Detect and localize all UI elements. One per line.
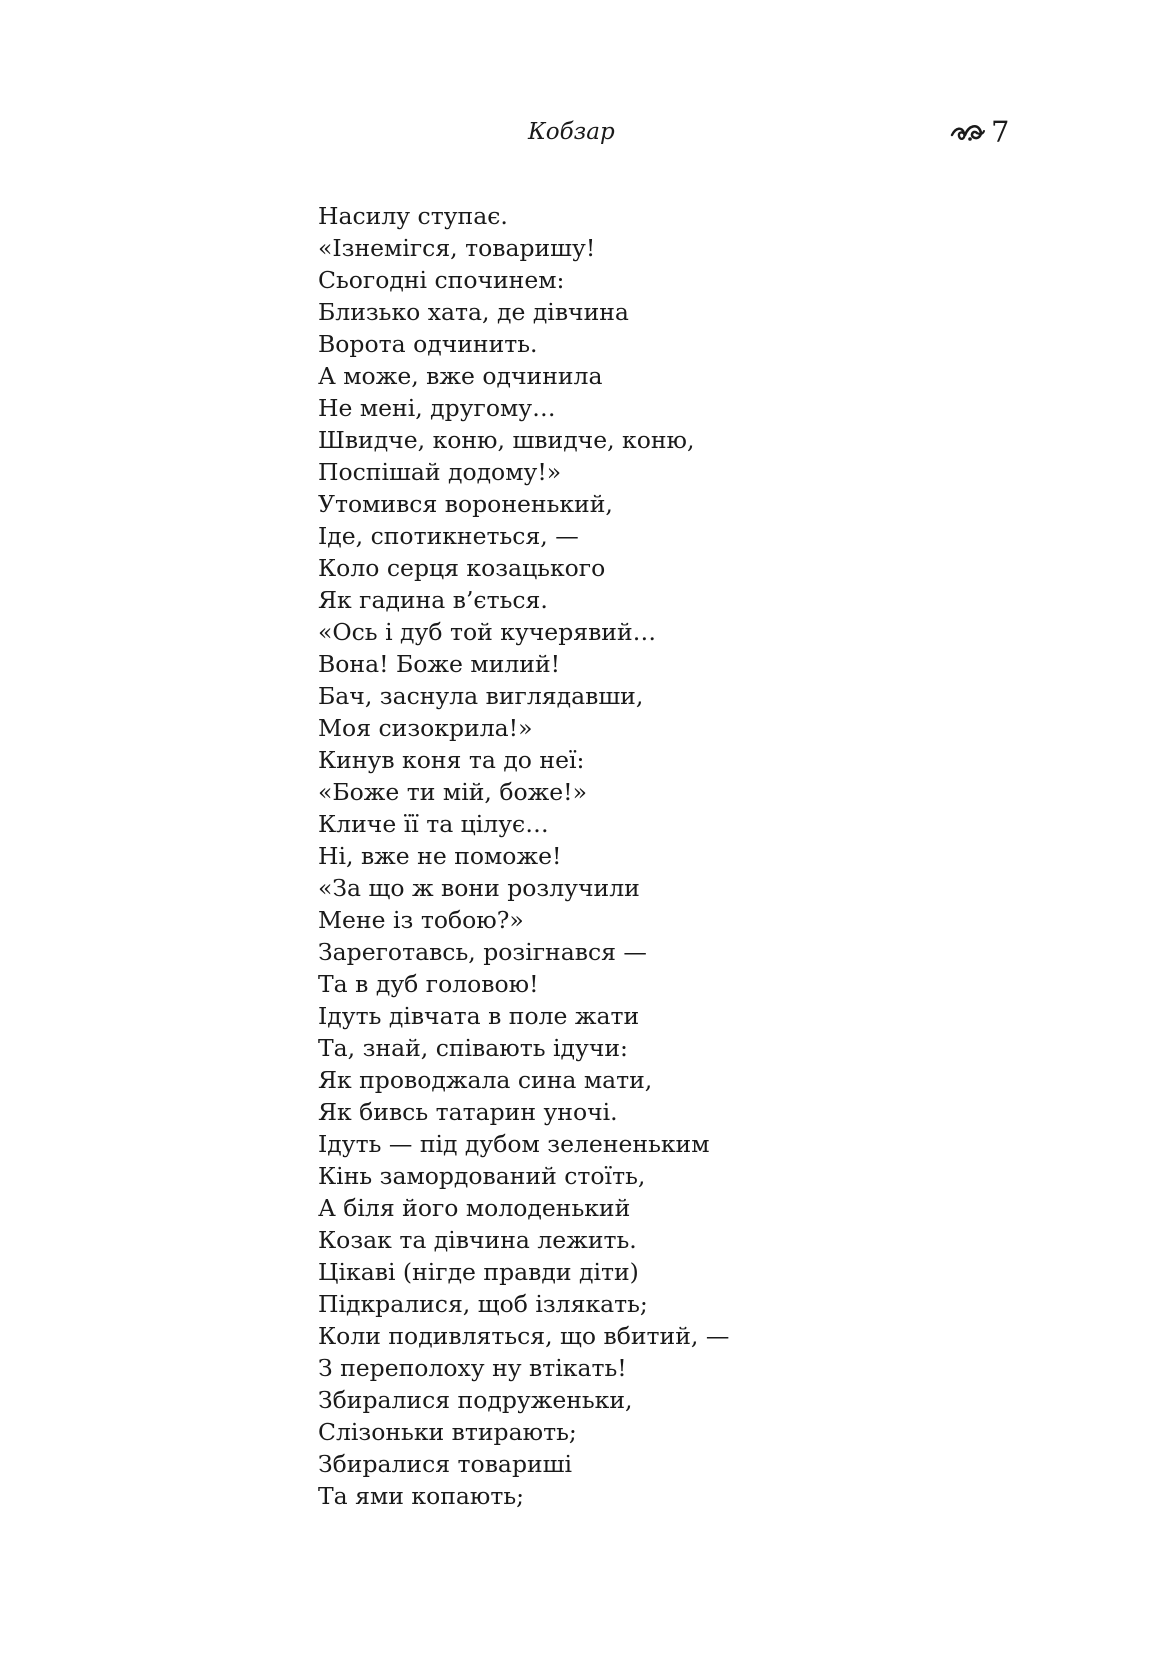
poem-line: Швидче, коню, швидче, коню,: [318, 426, 695, 454]
poem-line: Бач, заснула виглядавши,: [318, 682, 644, 710]
fleuron-icon: [950, 121, 986, 143]
page-number: 7: [991, 115, 1010, 149]
poem-line: Мене із тобою?»: [318, 906, 524, 934]
poem-line: «За що ж вони розлучили: [318, 874, 640, 902]
poem-line: Кличе її та цілує…: [318, 810, 549, 838]
poem-line: Моя сизокрила!»: [318, 714, 533, 742]
poem-line: Збиралися товариші: [318, 1450, 573, 1478]
poem-line: Близько хата, де дівчина: [318, 298, 629, 326]
poem-line: Іде, спотикнеться, —: [318, 522, 579, 550]
poem-line: «Боже ти мій, боже!»: [318, 778, 587, 806]
poem-line: «Ось і дуб той кучерявий…: [318, 618, 657, 646]
poem-line: Та ями копають;: [318, 1482, 525, 1510]
poem-line: Зареготавсь, розігнався —: [318, 938, 647, 966]
poem-line: Ні, вже не поможе!: [318, 842, 562, 870]
poem-line: Кинув коня та до неї:: [318, 746, 585, 774]
poem-line: Як проводжала сина мати,: [318, 1066, 653, 1094]
poem-line: Коло серця козацького: [318, 554, 606, 582]
running-head: [0, 112, 1158, 152]
poem-line: Не мені, другому…: [318, 394, 556, 422]
poem-text: [318, 200, 729, 1512]
poem-line: Насилу ступає.: [318, 202, 508, 230]
poem-line: «Ізнемігся, товаришу!: [318, 234, 596, 262]
poem-line: З переполоху ну втікать!: [318, 1354, 627, 1382]
book-title: Кобзар: [528, 119, 615, 145]
poem-line: Вона! Боже милий!: [318, 650, 561, 678]
poem-line: Та, знай, співають ідучи:: [318, 1034, 628, 1062]
poem-line: Утомився вороненький,: [318, 490, 613, 518]
poem-line: Козак та дівчина лежить.: [318, 1226, 637, 1254]
poem-line: Цікаві (нігде правди діти): [318, 1258, 639, 1286]
poem-line: Збиралися подруженьки,: [318, 1386, 633, 1414]
poem-line: Кінь замордований стоїть,: [318, 1162, 646, 1190]
poem-line: Ворота одчинить.: [318, 330, 538, 358]
poem-line: А біля його молоденький: [318, 1194, 631, 1222]
poem-line: Ідуть — під дубом зелененьким: [318, 1130, 710, 1158]
poem-line: А може, вже одчинила: [318, 362, 603, 390]
poem-line: Ідуть дівчата в поле жати: [318, 1002, 640, 1030]
poem-line: Та в дуб головою!: [318, 970, 539, 998]
poem-line: Підкралися, щоб ізлякать;: [318, 1290, 648, 1318]
poem-line: Сьогодні спочинем:: [318, 266, 565, 294]
poem-line: Коли подивляться, що вбитий, —: [318, 1322, 730, 1350]
poem-line: Поспішай додому!»: [318, 458, 562, 486]
poem-line: Як гадина в’ється.: [318, 586, 548, 614]
poem-line: Слізоньки втирають;: [318, 1418, 577, 1446]
poem-line: Як бивсь татарин уночі.: [318, 1098, 618, 1126]
